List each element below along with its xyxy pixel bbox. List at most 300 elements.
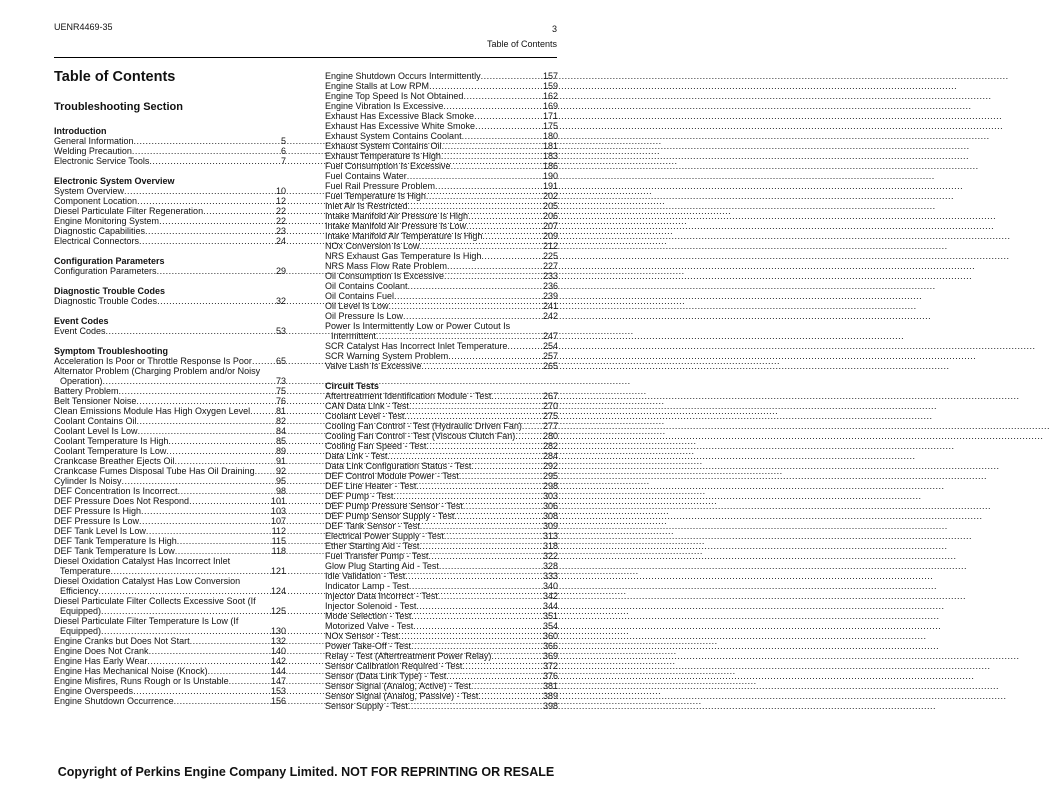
dot-leader [448, 351, 543, 361]
entry-title: DEF Tank Level Is Low [54, 526, 146, 536]
dot-leader [426, 191, 543, 201]
entry-title: Sensor (Data Link Type) - Test [325, 671, 447, 681]
entry-title: Crankcase Breather Ejects Oil [54, 456, 175, 466]
entry-title: System Overview [54, 186, 125, 196]
group-heading: Configuration Parameters [54, 256, 165, 266]
dot-leader [132, 146, 281, 156]
entry-title: Engine Top Speed Is Not Obtained [325, 91, 464, 101]
dot-leader [443, 101, 543, 111]
toc-entry[interactable] [54, 136, 286, 146]
toc-entry[interactable] [325, 101, 558, 111]
dot-leader [471, 681, 543, 691]
toc-entry[interactable] [325, 71, 558, 81]
entry-page-number: 10 [275, 186, 286, 196]
group-heading: Symptom Troubleshooting [54, 346, 168, 356]
toc-entry[interactable] [54, 666, 286, 676]
entry-page-number: 121 [270, 566, 286, 576]
entry-title: DEF Pump Sensor Supply - Test [325, 511, 455, 521]
dot-leader [411, 611, 543, 621]
entry-page-number: 322 [542, 551, 558, 561]
entry-title: Power Take-Off - Test [325, 641, 412, 651]
entry-title: Sensor Signal (Analog, Passive) - Test [325, 691, 479, 701]
entry-page-number: 140 [270, 646, 286, 656]
entry-title: Relay - Test (Aftertreatment Power Relay) [325, 651, 492, 661]
entry-page-number: 227 [542, 261, 558, 271]
entry-page-number: 284 [542, 451, 558, 461]
entry-page-number: 159 [542, 81, 558, 91]
toc-entry[interactable] [325, 671, 558, 681]
entry-page-number: 98 [275, 486, 286, 496]
entry-page-number: 171 [542, 111, 558, 121]
entry-page-number: 277 [542, 421, 558, 431]
dot-leader [166, 446, 276, 456]
toc-entry[interactable] [54, 296, 286, 306]
entry-title: Electrical Power Supply - Test [325, 531, 444, 541]
toc-entry[interactable] [54, 616, 286, 636]
toc-right-column [325, 71, 558, 721]
entry-title: Belt Tensioner Noise [54, 396, 137, 406]
dot-leader [157, 266, 276, 276]
entry-title: SCR Catalyst Has Incorrect Inlet Temperature [325, 341, 508, 351]
entry-page-number: 65 [275, 356, 286, 366]
entry-title: Engine Stalls at Low RPM [325, 81, 430, 91]
toc-entry[interactable] [54, 426, 286, 436]
dot-leader [463, 91, 543, 101]
dot-leader [119, 386, 276, 396]
entry-title: Coolant Temperature Is Low [54, 446, 167, 456]
entry-title: Oil Contains Coolant [325, 281, 408, 291]
entry-page-number: 157 [542, 71, 558, 81]
entry-page-number: 308 [542, 511, 558, 521]
toc-entry[interactable] [54, 596, 286, 616]
dot-leader [429, 81, 543, 91]
entry-page-number: 5 [280, 136, 286, 146]
dot-leader [482, 231, 543, 241]
dot-leader [441, 151, 543, 161]
toc-entry[interactable] [325, 691, 558, 701]
toc-entry[interactable] [325, 421, 558, 431]
entry-title: Cooling Fan Speed - Test [325, 441, 427, 451]
dot-leader [175, 456, 276, 466]
toc-entry[interactable] [325, 491, 558, 501]
entry-page-number: 191 [542, 181, 558, 191]
entry-page-number: 298 [542, 481, 558, 491]
toc-entry[interactable] [325, 551, 558, 561]
entry-page-number: 162 [542, 91, 558, 101]
entry-page-number: 75 [275, 386, 286, 396]
entry-page-number: 344 [542, 601, 558, 611]
toc-entry[interactable] [325, 561, 558, 571]
entry-title: Cooling Fan Control - Test (Hydraulic Driven Fan) [325, 421, 522, 431]
toc-entry[interactable] [325, 341, 558, 351]
toc-entry[interactable] [54, 196, 286, 206]
toc-entry[interactable] [325, 641, 558, 651]
toc-entry[interactable] [325, 191, 558, 201]
entry-title: Sensor Signal (Analog, Active) - Test [325, 681, 471, 691]
toc-entry[interactable] [325, 311, 558, 321]
entry-title: Fuel Rail Pressure Problem [325, 181, 436, 191]
toc-entry[interactable] [325, 521, 558, 531]
entry-title: Power Is Intermittently Low or Power Cutout Is [325, 321, 511, 331]
dot-leader [515, 431, 543, 441]
entry-title: NOx Sensor - Test [325, 631, 399, 641]
dot-leader [387, 451, 543, 461]
entry-page-number: 22 [275, 216, 286, 226]
toc-entry[interactable] [54, 266, 286, 276]
copyright-footer: Copyright of Perkins Engine Company Limited. NOT FOR REPRINTING OR RESALE [57, 765, 555, 779]
dot-leader [393, 491, 543, 501]
toc-entry[interactable] [54, 636, 286, 646]
entry-page-number: 376 [542, 671, 558, 681]
entry-title: Exhaust Has Excessive Black Smoke [325, 111, 475, 121]
entry-title: DEF Tank Temperature Is High [54, 536, 177, 546]
toc-entry[interactable] [325, 571, 558, 581]
entry-page-number: 206 [542, 211, 558, 221]
entry-title: Diesel Oxidation Catalyst Has Incorrect Inlet [54, 556, 231, 566]
entry-title: Crankcase Fumes Disposal Tube Has Oil Draining [54, 466, 255, 476]
entry-page-number: 257 [542, 351, 558, 361]
entry-title-continuation [54, 566, 286, 576]
entry-title: Coolant Contains Oil [54, 416, 137, 426]
entry-page-number: 333 [542, 571, 558, 581]
toc-entry[interactable] [54, 496, 286, 506]
dot-leader [133, 686, 271, 696]
toc-entry[interactable] [325, 411, 558, 421]
toc-entry[interactable] [325, 581, 558, 591]
entry-page-number: 303 [542, 491, 558, 501]
toc-entry[interactable] [325, 241, 558, 251]
toc-entry[interactable] [54, 576, 286, 596]
entry-page-number: 292 [542, 461, 558, 471]
entry-page-number: 239 [542, 291, 558, 301]
dot-leader [139, 516, 271, 526]
entry-page-number: 156 [270, 696, 286, 706]
entry-title: CAN Data Link - Test [325, 401, 409, 411]
entry-title: Fuel Consumption Is Excessive [325, 161, 451, 171]
dot-leader [416, 481, 543, 491]
entry-page-number: 282 [542, 441, 558, 451]
entry-title: Engine Has Mechanical Noise (Knock) [54, 666, 208, 676]
entry-title: Valve Lash Is Excessive [325, 361, 422, 371]
entry-title: Event Codes [54, 326, 106, 336]
entry-title: Electrical Connectors [54, 236, 140, 246]
toc-entry[interactable] [325, 361, 558, 371]
toc-entry[interactable] [54, 156, 286, 166]
toc-entry[interactable] [325, 261, 558, 271]
dot-leader [416, 601, 543, 611]
toc-entry[interactable] [325, 221, 558, 231]
toc-entry[interactable] [54, 466, 286, 476]
toc-entry[interactable] [325, 461, 558, 471]
toc-entry[interactable] [54, 436, 286, 446]
dot-leader [459, 471, 543, 481]
toc-entry[interactable] [325, 531, 558, 541]
entry-page-number: 144 [270, 666, 286, 676]
dot-leader [159, 216, 276, 226]
toc-entry[interactable] [54, 456, 286, 466]
dot-leader [389, 301, 543, 311]
entry-page-number: 103 [270, 506, 286, 516]
toc-entry[interactable] [325, 251, 558, 261]
toc-entry[interactable] [325, 501, 558, 511]
entry-title: Oil Contains Fuel [325, 291, 395, 301]
entry-page-number: 241 [542, 301, 558, 311]
entry-title: NRS Exhaust Gas Temperature Is High [325, 251, 482, 261]
toc-entry[interactable] [325, 201, 558, 211]
entry-title: Engine Shutdown Occurrence [54, 696, 174, 706]
toc-entry[interactable] [325, 661, 558, 671]
toc-entry[interactable] [54, 646, 286, 656]
entry-title-cont: Equipped) [60, 626, 102, 636]
dot-leader [466, 221, 543, 231]
dot-leader [208, 666, 271, 676]
entry-title: Clean Emissions Module Has High Oxygen Level [54, 406, 251, 416]
entry-title: Exhaust Has Excessive White Smoke [325, 121, 476, 131]
dot-leader [168, 436, 276, 446]
toc-entry[interactable] [325, 151, 558, 161]
toc-entry[interactable] [325, 81, 558, 91]
entry-title: Motorized Valve - Test [325, 621, 414, 631]
circuit-test-entries [325, 391, 558, 711]
entry-title: DEF Concentration Is Incorrect [54, 486, 178, 496]
entry-page-number: 23 [275, 226, 286, 236]
toc-entry[interactable] [54, 326, 286, 336]
toc-entry[interactable] [54, 526, 286, 536]
entry-page-number: 366 [542, 641, 558, 651]
toc-entry[interactable] [54, 206, 286, 216]
toc-group [54, 256, 286, 276]
entry-page-number: 342 [542, 591, 558, 601]
entry-title: Engine Has Early Wear [54, 656, 148, 666]
entry-page-number: 207 [542, 221, 558, 231]
toc-entry[interactable] [54, 366, 286, 386]
toc-entry[interactable] [325, 121, 558, 131]
entry-page-number: 169 [542, 101, 558, 111]
toc-entry[interactable] [325, 471, 558, 481]
entry-page-number: 190 [542, 171, 558, 181]
entry-page-number: 340 [542, 581, 558, 591]
toc-entry[interactable] [54, 546, 286, 556]
toc-entry[interactable] [325, 281, 558, 291]
dot-leader [475, 121, 543, 131]
toc-entry[interactable] [325, 181, 558, 191]
toc-entry[interactable] [54, 506, 286, 516]
entry-title: Indicator Lamp - Test [325, 581, 409, 591]
entry-title: DEF Pump - Test [325, 491, 394, 501]
toc-group [54, 286, 286, 306]
toc-entry[interactable] [325, 131, 558, 141]
toc-entry[interactable] [325, 541, 558, 551]
toc-entry[interactable] [325, 431, 558, 441]
toc-entry[interactable] [325, 651, 558, 661]
toc-entry[interactable] [54, 676, 286, 686]
toc-entry[interactable] [54, 656, 286, 666]
toc-entry[interactable] [325, 141, 558, 151]
toc-entry[interactable] [325, 481, 558, 491]
toc-entry[interactable] [54, 216, 286, 226]
dot-leader [111, 566, 271, 576]
entry-title: Exhaust Temperature Is High [325, 151, 441, 161]
toc-entry[interactable] [54, 416, 286, 426]
dot-leader [420, 521, 543, 531]
toc-entry[interactable] [325, 511, 558, 521]
dot-leader [106, 326, 276, 336]
entry-page-number: 275 [542, 411, 558, 421]
dot-leader [398, 631, 543, 641]
entry-page-number: 95 [275, 476, 286, 486]
entry-title: Diesel Particulate Filter Regeneration [54, 206, 204, 216]
entry-page-number: 91 [275, 456, 286, 466]
dot-leader [442, 141, 543, 151]
toc-entry[interactable] [54, 446, 286, 456]
entry-title: Welding Precaution [54, 146, 132, 156]
entry-title: NOx Conversion Is Low [325, 241, 420, 251]
toc-entry[interactable] [325, 701, 558, 711]
toc-entry[interactable] [325, 271, 558, 281]
entry-page-number: 84 [275, 426, 286, 436]
entry-title: Cylinder Is Noisy [54, 476, 122, 486]
toc-entry[interactable] [54, 236, 286, 246]
toc-entry[interactable] [54, 476, 286, 486]
dot-leader [413, 621, 543, 631]
entry-page-number: 7 [280, 156, 286, 166]
toc-entry[interactable] [54, 396, 286, 406]
toc-entry[interactable] [325, 161, 558, 171]
toc-entry[interactable] [54, 516, 286, 526]
dot-leader [491, 651, 543, 661]
entry-page-number: 280 [542, 431, 558, 441]
toc-entry[interactable] [54, 186, 286, 196]
entry-page-number: 181 [542, 141, 558, 151]
dot-leader [255, 466, 276, 476]
dot-leader [174, 696, 271, 706]
entry-page-number: 183 [542, 151, 558, 161]
entry-page-number: 295 [542, 471, 558, 481]
toc-entry[interactable] [325, 441, 558, 451]
dot-leader [138, 426, 276, 436]
toc-entry[interactable] [325, 391, 558, 401]
entry-page-number: 398 [542, 701, 558, 711]
toc-entry[interactable] [54, 386, 286, 396]
entry-page-number: 115 [271, 536, 286, 546]
entry-title: Oil Consumption Is Excessive [325, 271, 445, 281]
document-id: UENR4469-35 [54, 22, 113, 32]
entry-title: Diesel Particulate Filter Collects Excessive Soot (If [54, 596, 256, 606]
entry-title: DEF Pressure Is High [54, 506, 142, 516]
entry-page-number: 22 [275, 206, 286, 216]
toc-entry[interactable] [325, 681, 558, 691]
entry-page-number: 313 [542, 531, 558, 541]
toc-entry[interactable] [54, 226, 286, 236]
toc-entry[interactable] [325, 301, 558, 311]
dot-leader [409, 581, 543, 591]
toc-entry[interactable] [325, 601, 558, 611]
toc-entry[interactable] [325, 351, 558, 361]
entry-title: Alternator Problem (Charging Problem and/or Noisy [54, 366, 261, 376]
toc-entry[interactable] [54, 406, 286, 416]
dot-leader [137, 416, 276, 426]
entry-title: Fuel Contains Water [325, 171, 407, 181]
entry-title: DEF Tank Sensor - Test [325, 521, 420, 531]
toc-entry[interactable] [54, 696, 286, 706]
dot-leader [137, 196, 276, 206]
dot-leader [408, 701, 543, 711]
toc-group [54, 176, 286, 246]
entry-title: Exhaust System Contains Oil [325, 141, 442, 151]
dot-leader [134, 136, 281, 146]
entry-page-number: 101 [270, 496, 286, 506]
dot-leader [103, 376, 276, 386]
entry-page-number: 369 [542, 651, 558, 661]
entry-title: Oil Pressure Is Low [325, 311, 404, 321]
toc-entry[interactable] [54, 486, 286, 496]
entry-title: Injector Solenoid - Test [325, 601, 417, 611]
toc-entry[interactable] [325, 591, 558, 601]
entry-page-number: 351 [542, 611, 558, 621]
toc-entry[interactable] [325, 291, 558, 301]
entry-page-number: 12 [275, 196, 286, 206]
toc-entry[interactable] [325, 631, 558, 641]
entry-title: Engine Overspeeds [54, 686, 134, 696]
entry-page-number: 53 [275, 326, 286, 336]
entry-title-continuation [54, 606, 286, 616]
toc-entry[interactable] [54, 686, 286, 696]
toc-entry[interactable] [325, 621, 558, 631]
entry-page-number: 309 [542, 521, 558, 531]
dot-leader [124, 186, 276, 196]
entry-title: Fuel Transfer Pump - Test [325, 551, 429, 561]
entry-title: Coolant Level Is Low [54, 426, 138, 436]
toc-entry[interactable] [325, 611, 558, 621]
entry-page-number: 306 [542, 501, 558, 511]
toc-entry[interactable] [325, 171, 558, 181]
toc-entry[interactable] [325, 451, 558, 461]
dot-leader [136, 396, 276, 406]
entry-title: Intake Manifold Air Temperature Is High [325, 231, 483, 241]
entry-page-number: 132 [270, 636, 286, 646]
page-number: 3 [551, 24, 557, 34]
entry-page-number: 130 [270, 626, 286, 636]
entry-title: Exhaust System Contains Coolant [325, 131, 462, 141]
dot-leader [175, 546, 272, 556]
toc-entry[interactable] [325, 211, 558, 221]
toc-entry[interactable] [325, 321, 558, 341]
entry-title: Diagnostic Capabilities [54, 226, 146, 236]
entry-title: Diesel Particulate Filter Temperature Is Low (If [54, 616, 239, 626]
dot-leader [454, 511, 543, 521]
toc-entry[interactable] [325, 231, 558, 241]
entry-page-number: 328 [542, 561, 558, 571]
dot-leader [421, 361, 543, 371]
dot-leader [481, 71, 543, 81]
dot-leader [507, 341, 543, 351]
dot-leader [122, 476, 276, 486]
toc-entry[interactable] [54, 356, 286, 366]
dot-leader [462, 131, 543, 141]
toc-entry[interactable] [54, 146, 286, 156]
toc-entry[interactable] [325, 91, 558, 101]
toc-entry[interactable] [54, 556, 286, 576]
toc-entry[interactable] [325, 401, 558, 411]
dot-leader [405, 571, 543, 581]
header-rule [54, 57, 557, 58]
entry-page-number: 118 [271, 546, 286, 556]
toc-entry[interactable] [325, 111, 558, 121]
toc-entry[interactable] [54, 536, 286, 546]
entry-page-number: 82 [275, 416, 286, 426]
entry-title-cont: Equipped) [60, 606, 102, 616]
dot-leader [444, 271, 543, 281]
